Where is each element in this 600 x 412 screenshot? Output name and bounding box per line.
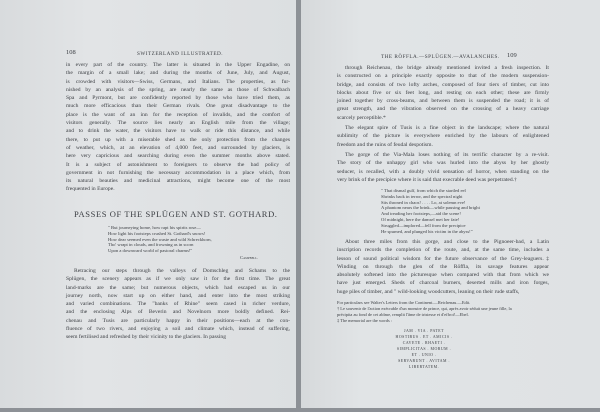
text-line: SERVABUNT . AVITAM . — [398, 359, 450, 363]
text-line: much more efficacious than their German rivals. One great disadvantage to the — [66, 103, 290, 110]
text-line: Winding on through the glen of the Röffla, its savage features appear — [337, 263, 549, 270]
text-line: Retracing our steps through the valleys of Domschleg and Schams to the — [74, 268, 290, 274]
text-line: CAVETE . RHAETI . — [402, 341, 446, 345]
text-line: Of midnight, here the damsel met her fate! — [381, 216, 460, 222]
paragraph — [337, 238, 549, 296]
poem-epigraph — [108, 225, 212, 254]
text-line: † Le souvenir de l'action exécrable d'un monstre de prince, qui, après avoir séduit une jeune fille, la — [337, 306, 512, 311]
text-line: have just emerged. Sheds of charcoal burners, deserted mills and iron forges, — [337, 280, 549, 287]
page-number: 108 — [66, 49, 76, 56]
text-line: scarcely perceptible.* — [337, 114, 386, 121]
text-line: great strength, and the vibration observed on the crossing of a heavy carriage — [337, 106, 549, 113]
running-head: THE RÖFFLA.—SPLÜGEN.—AVALANCHES. — [381, 54, 500, 60]
text-line: Sits throned in chaos! . . . . Lo, at solemn eve! — [381, 199, 466, 205]
text-line: JAM . VIA . PATET — [403, 329, 445, 333]
text-line: and varied combinations. The "banks of Rhine" seem cased in richer verdure, — [66, 301, 290, 308]
text-line: through Reichenau, the bridge already mentioned invited a fresh inspection. It — [345, 65, 549, 71]
text-line: The gorge of the Via-Mala loses nothing of its terrific character by a re-visit. — [345, 152, 549, 158]
text-line: land-marks are the same; but numerous objects, which had escaped us in our — [66, 284, 290, 291]
text-line: Tho' wrapt in clouds, and frowning as in scorn — [108, 242, 194, 248]
text-line: Upon a downward world of pastoral charms!" — [108, 248, 193, 254]
text-line: LIBERTATEM. — [408, 365, 440, 369]
running-head: SWITZERLAND ILLUSTRATED. — [137, 51, 224, 57]
text-line: and the enclosing Alps of Beverin and Novelnorn more boldly defined. Rei- — [66, 309, 290, 316]
text-line: sublimity of the picture is everywhere enriched by the labours of enlightened — [337, 133, 549, 140]
text-line: A phantom nears the brink—while pausing and bright — [381, 205, 480, 211]
paragraph — [337, 151, 549, 184]
footnotes — [337, 300, 512, 324]
text-line: ET . UNIO . — [411, 353, 437, 357]
text-line: " That dismal gulf, from which the startled eel — [381, 188, 466, 193]
text-line: About three miles from this gorge, and close to the Pignoeer-bad, a Latin — [345, 239, 549, 245]
text-line: and to drink the water, the visitors have to walk or ride this distance, and while — [66, 128, 290, 135]
text-line: Spa and Pyrmont, but are confidently reported by those who have tried them, as — [66, 95, 290, 102]
poem-quote — [381, 188, 480, 234]
text-line: fluence of two rivers, and enjoying a soil and climate which, instead of suffering, — [66, 326, 290, 333]
paragraph — [337, 124, 549, 149]
text-line: very brink of the precipice where it is said that execrable deed was perpetrated.† — [337, 176, 517, 183]
right-page — [301, 0, 600, 408]
paragraph — [337, 64, 549, 122]
text-line: " But journeying home, how rapt his spirits rose— — [108, 225, 201, 230]
inscription — [364, 328, 484, 370]
text-line: government in not furnishing the necessary accommodation in a place which, from — [66, 169, 290, 176]
text-line: SIMPLICITAS . MORUM . — [396, 347, 452, 351]
page-number: 109 — [507, 52, 517, 59]
text-line: seducer, is recalled, with a doubly vivid sensation of horror, when standing on the — [337, 168, 549, 175]
text-line: is constructed on a principle exactly opposite to that of the modern suspension- — [337, 73, 549, 80]
text-line: frequented in Europe. — [66, 186, 115, 193]
text-line: How light his footsteps crushed St. Gothard's snows! — [108, 230, 206, 236]
text-line: joined together by cross-beams, and between them is suspended the road; it is of — [337, 98, 549, 105]
text-line: précipita au fond de cet abîme, remplit l'âme de tristesse et d'effroi!—Ebel. — [337, 312, 469, 317]
text-line: here very capricious and searching during even the summer months above stated. — [66, 153, 290, 160]
text-line: in every part of the country. The latter is situated in the Upper Engadine, on — [66, 62, 290, 68]
text-line: is crowded with visitors—Swiss, Germans, and Italians. The properties, as fur- — [66, 78, 290, 85]
text-line: seem fertilised and refreshed by their vicinity to the glaciers. In passing — [66, 334, 226, 341]
paragraph — [66, 267, 290, 342]
text-line: Struggled—implored—fell from the precipice — [381, 222, 466, 228]
text-line: inscription records the completion of the route, and, at the same time, includes a — [337, 247, 549, 254]
text-line: absolutely softened into the picturesque when compared with that from which we — [337, 272, 549, 279]
left-page — [0, 0, 296, 408]
text-line: HOSTIBUS . ET . AMICIS . — [395, 335, 453, 339]
text-line: ‡ The memorial are the words : — [337, 318, 393, 323]
text-line: He spurned, and plunged his victim in the abyss!" — [381, 228, 473, 234]
text-line: freedom and the ruins of feudal despotism. — [337, 141, 433, 148]
text-line: The elegant spire of Tusis is a fine object in the landscape; where the natural — [345, 125, 549, 131]
text-line: The story of the unhappy girl who was hurled into the abyss by her ghostly — [337, 160, 549, 167]
text-line: It is a subject of astonishment to foreigners to observe the bad policy of — [66, 161, 290, 168]
text-line: How dear seemed even the waste and wild Schreckhorn, — [108, 236, 212, 242]
text-line: the margin of a small lake; and during the months of June, July, and August, — [66, 70, 290, 77]
text-line: blocks about five or six feet long, and resting on each other; these are firmly — [337, 89, 549, 96]
text-line: huge piles of timber, and " wild-looking woodcutters, leaning on their rude staffs, — [337, 288, 520, 295]
text-line: of weather, which, at an elevation of 4,000 feet, and surrounded by glaciers, is — [66, 144, 290, 151]
text-line: chenau and Tusis are particularly happy in their positions—each at the con- — [66, 317, 290, 324]
text-line: its natural beauties and medicinal attractions, might become one of the most — [66, 178, 290, 185]
text-line: place is the want of an inn for the reception of invalids, and the comfort of — [66, 111, 290, 118]
text-line: nished by an analysis of the spring, are nearly the same as those of Schwalbach — [66, 86, 290, 93]
text-line: Splügen, the scenery appears as if we only saw it for the first time. The great — [66, 276, 290, 283]
text-line: And treading her footsteps,—aid the scene! — [381, 211, 461, 217]
text-line: Shrinks back in terror, and the spectral night — [381, 193, 463, 199]
text-line: lesson of sound political wisdom for the future observance of the Grey-leaguers.‡ — [337, 255, 549, 262]
section-title: PASSES OF THE SPLÜGEN AND ST. GOTHARD. — [74, 209, 278, 219]
text-line: journey north, now start up on either hand, and enter into the most striking — [66, 292, 290, 299]
paragraph — [66, 61, 290, 194]
text-line: For particulars see Walter's Letters from the Continent.—Reichenau.—Edit. — [337, 300, 471, 305]
text-line: there, to put up with a miserable shed as the only protection from the changes — [66, 136, 290, 143]
text-line: bridge, and consists of two lofty arches, composed of four tiers of timber, cut into — [337, 81, 549, 88]
poem-author: Campbell. — [240, 255, 259, 260]
text-line: visitors generally. The source lies nearly an English mile from the village; — [66, 120, 290, 127]
